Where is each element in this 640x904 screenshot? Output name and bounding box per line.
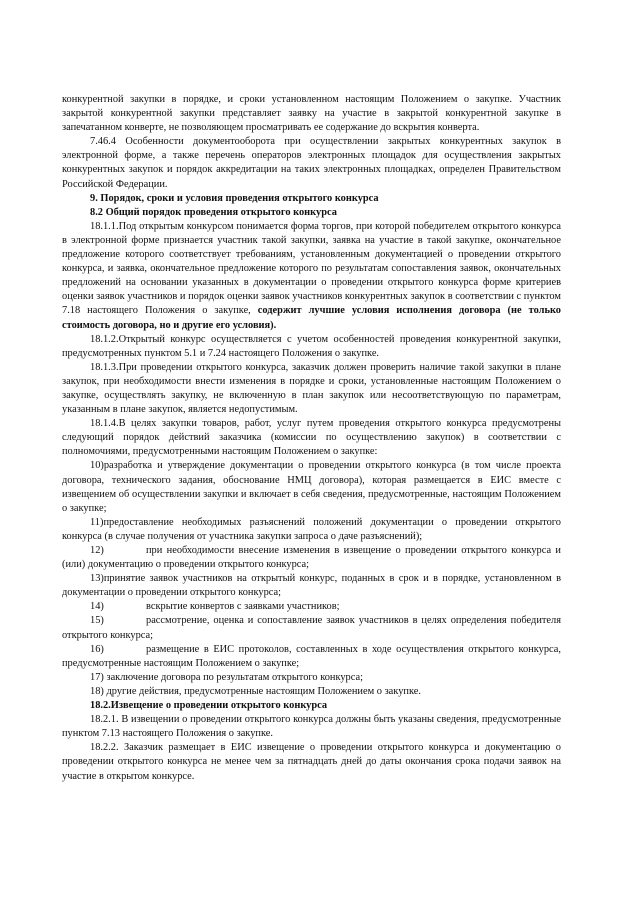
- list-item-text: рассмотрение, оценка и сопоставление заявок участников в целях определения победителя открытого конкурса;: [62, 615, 561, 641]
- list-item: [62, 459, 561, 515]
- paragraph-18-1-1: [62, 220, 561, 333]
- list-item-text: принятие заявок участников на открытый конкурс, поданных в срок и в порядке, установленном в документации о проведении открытого конкурса;: [62, 573, 561, 599]
- document-page: [62, 93, 561, 784]
- list-item-number: 18): [90, 685, 104, 697]
- list-item-number: 10): [90, 460, 104, 472]
- paragraph-7-46-4: 7.46.4 Особенности документооборота при осуществлении закрытых конкурентных закупок в электронной форме, а также перечень операторов электронных площадок для осуществления закрытых конкурентных закупок и порядок аккредитации на таких электронных площадках, определен Правительством Российской Федерации.: [62, 136, 561, 190]
- list-item-number: 14): [90, 601, 104, 613]
- paragraph: конкурентной закупки в порядке, и сроки установленном настоящим Положением о закупке. Участник закрытой конкурентной закупки представляет заявку на участие в закрытой конкурентной закупке в запечатанном конверте, не позволяющем просматривать ее содержание до вскрытия конверта.: [62, 94, 561, 134]
- list-item: [62, 516, 561, 544]
- list-item-text: вскрытие конвертов с заявками участников;: [146, 601, 340, 613]
- section-heading-8-2: 8.2 Общий порядок проведения открытого конкурса: [90, 206, 337, 218]
- list-item: [62, 614, 561, 642]
- paragraph-18-1-2: 18.1.2.Открытый конкурс осуществляется с учетом особенностей проведения конкурентной закупки, предусмотренных пунктом 5.1 и 7.24 настоящего Положения о закупке.: [62, 333, 561, 359]
- paragraph-18-2-2: 18.2.2. Заказчик размещает в ЕИС извещение о проведении открытого конкурса и документацию о проведении открытого конкурса не менее чем за пятнадцать дней до даты окончания срока подачи заявок на участие в открытом конкурсе.: [62, 742, 561, 782]
- list-item-number: 16): [90, 643, 104, 655]
- list-item-number: 11): [90, 516, 104, 528]
- list-item-number: 15): [90, 615, 104, 627]
- list-item: [62, 572, 561, 600]
- list-item: [62, 544, 561, 572]
- list-item-text: при необходимости внесение изменения в извещение о проведении открытого конкурса и (или) документацию о проведении открытого конкурса;: [62, 545, 561, 571]
- paragraph-text: 18.1.1.Под открытым конкурсом понимается форма торгов, при которой победителем открытого конкурса в электронной форме признается участник такой закупки, заявка на участие в такой закупке, окончательное предложение которого соответствует требованиям, установленным документацией о проведении открытого конкурса, и заявка, окончательное предложение которого по результатам сопоставления заявок, окончательных предложений на основании указанных в документации о проведении открытого конкурса форме критериев оценки заявок участников и порядок оценки заявок участников конкурентных закупок в соответствии с пунктом 7.18 настоящего Положения о закупке,: [62, 220, 561, 317]
- list-item-text: предоставление необходимых разъяснений положений документации о проведении открытого конкурса (в случае получения от участника закупки запроса о даче разъяснений);: [62, 516, 561, 542]
- section-heading-9: 9. Порядок, сроки и условия проведения открытого конкурса: [90, 192, 379, 204]
- list-item: [62, 671, 561, 685]
- paragraph-18-1-3: 18.1.3.При проведении открытого конкурса, заказчик должен проверить наличие такой закупки в плане закупок, при необходимости внести изменения в порядке и сроки, установленные настоящим Положением о закупке, осуществлять закупку, не включенную в план закупок или несоответствующую по параметрам, указанным в плане закупок, является недопустимым.: [62, 361, 561, 416]
- paragraph-18-1-4: 18.1.4.В целях закупки товаров, работ, услуг путем проведения открытого конкурса предусмотрены следующий порядок действий заказчика (комиссии по осуществлению закупок) в соответствии с полномочиями, предусмотренными настоящим Положением о закупке:: [62, 418, 561, 458]
- section-heading-18-2: 18.2.Извещение о проведении открытого конкурса: [90, 700, 328, 712]
- list-item: [62, 685, 561, 699]
- list-item-text: другие действия, предусмотренные настоящим Положением о закупке.: [106, 685, 421, 697]
- paragraph-18-2-1: 18.2.1. В извещении о проведении открытого конкурса должны быть указаны сведения, предусмотренные пунктом 7.13 настоящего Положения о закупке.: [62, 714, 561, 740]
- list-item-number: 12): [90, 545, 104, 556]
- list-item: [62, 600, 561, 614]
- list-item-text: размещение в ЕИС протоколов, составленных в ходе осуществления открытого конкурса, предусмотренные настоящим Положением о закупке;: [62, 643, 561, 669]
- list-item: [62, 643, 561, 671]
- list-item-text: разработка и утверждение документации о проведении открытого конкурса (в том числе проекта договора, технического задания, обоснование НМЦ договора), которая размещается в ЕИС вместе с извещением об осуществлении закупки и включает в себя сведения, предусмотренные, настоящим Положением о закупке;: [62, 460, 561, 514]
- list-item-number: 17): [90, 671, 104, 683]
- list-item-number: 13): [90, 573, 104, 585]
- bold-text: содержит лучшие условия исполнения договора (не только стоимость договора, но и другие его условия).: [62, 305, 561, 331]
- list-item-text: заключение договора по результатам открытого конкурса;: [106, 671, 363, 683]
